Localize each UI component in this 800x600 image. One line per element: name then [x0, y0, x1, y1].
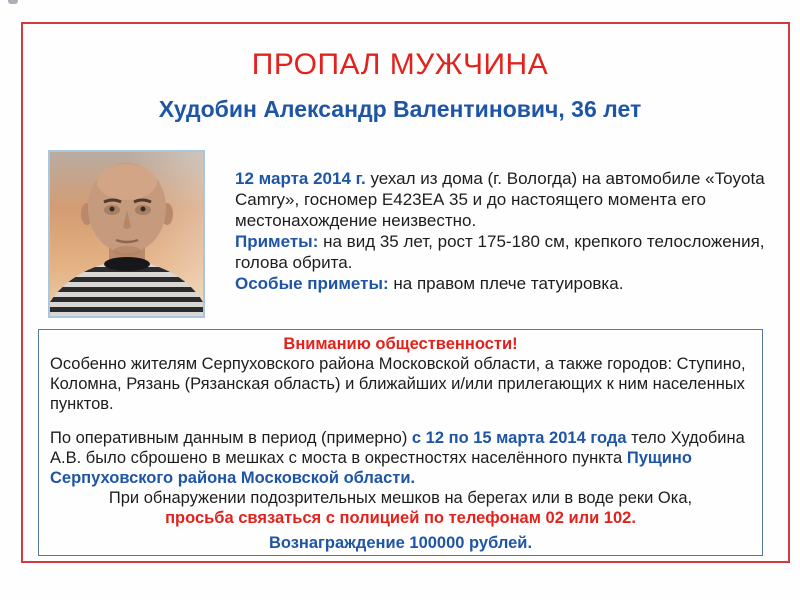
disappearance-date: 12 марта 2014 г. — [235, 169, 366, 188]
description-paragraph: Приметы: на вид 35 лет, рост 175-180 см, крепкого телосложения, голова обрита. — [235, 232, 765, 272]
notice-heading: Вниманию общественности! — [283, 335, 518, 353]
description-label: Приметы: — [235, 232, 319, 251]
special-marks-paragraph: Особые приметы: на правом плече татуировка. — [235, 274, 624, 293]
scan-artifact — [8, 0, 18, 4]
notice-instruction: При обнаружении подозрительных мешков на берегах или в воде реки Ока, — [108, 489, 693, 507]
special-marks-label: Особые приметы: — [235, 274, 389, 293]
photo-frame — [48, 150, 205, 318]
missing-person-photo — [50, 152, 203, 316]
page-title: ПРОПАЛ МУЖЧИНА — [251, 48, 549, 81]
info-block — [235, 168, 768, 294]
notice-place: Пущино Серпуховского района Московской области. — [50, 449, 692, 487]
public-notice-box — [38, 329, 763, 556]
notice-details: По оперативным данным в период (примерно) с 12 по 15 марта 2014 года тело Худобина А.В. было сброшено в мешках с моста в окрестностях населённого пункта Пущино Серпуховского района Московской области. — [50, 429, 745, 487]
missing-person-name: Худобин Александр Валентинович, 36 лет — [158, 96, 642, 122]
notice-phone: просьба связаться с полицией по телефонам 02 или 102. — [165, 509, 636, 527]
notice-reward: Вознаграждение 100000 рублей. — [268, 534, 533, 552]
notice-dates: с 12 по 15 марта 2014 года — [411, 429, 627, 447]
notice-audience: Особенно жителям Серпуховского района Московской области, а также городов: Ступино, Коломна, Рязань (Рязанская область) и ближайших и/или прилегающих к ним населенных пунктов. — [50, 355, 746, 413]
disappearance-paragraph: 12 марта 2014 г. уехал из дома (г. Вологда) на автомобиле «Toyota Camry», госномер Е423ЕА 35 и до настоящего момента его местонахождение неизвестно. — [235, 169, 765, 230]
